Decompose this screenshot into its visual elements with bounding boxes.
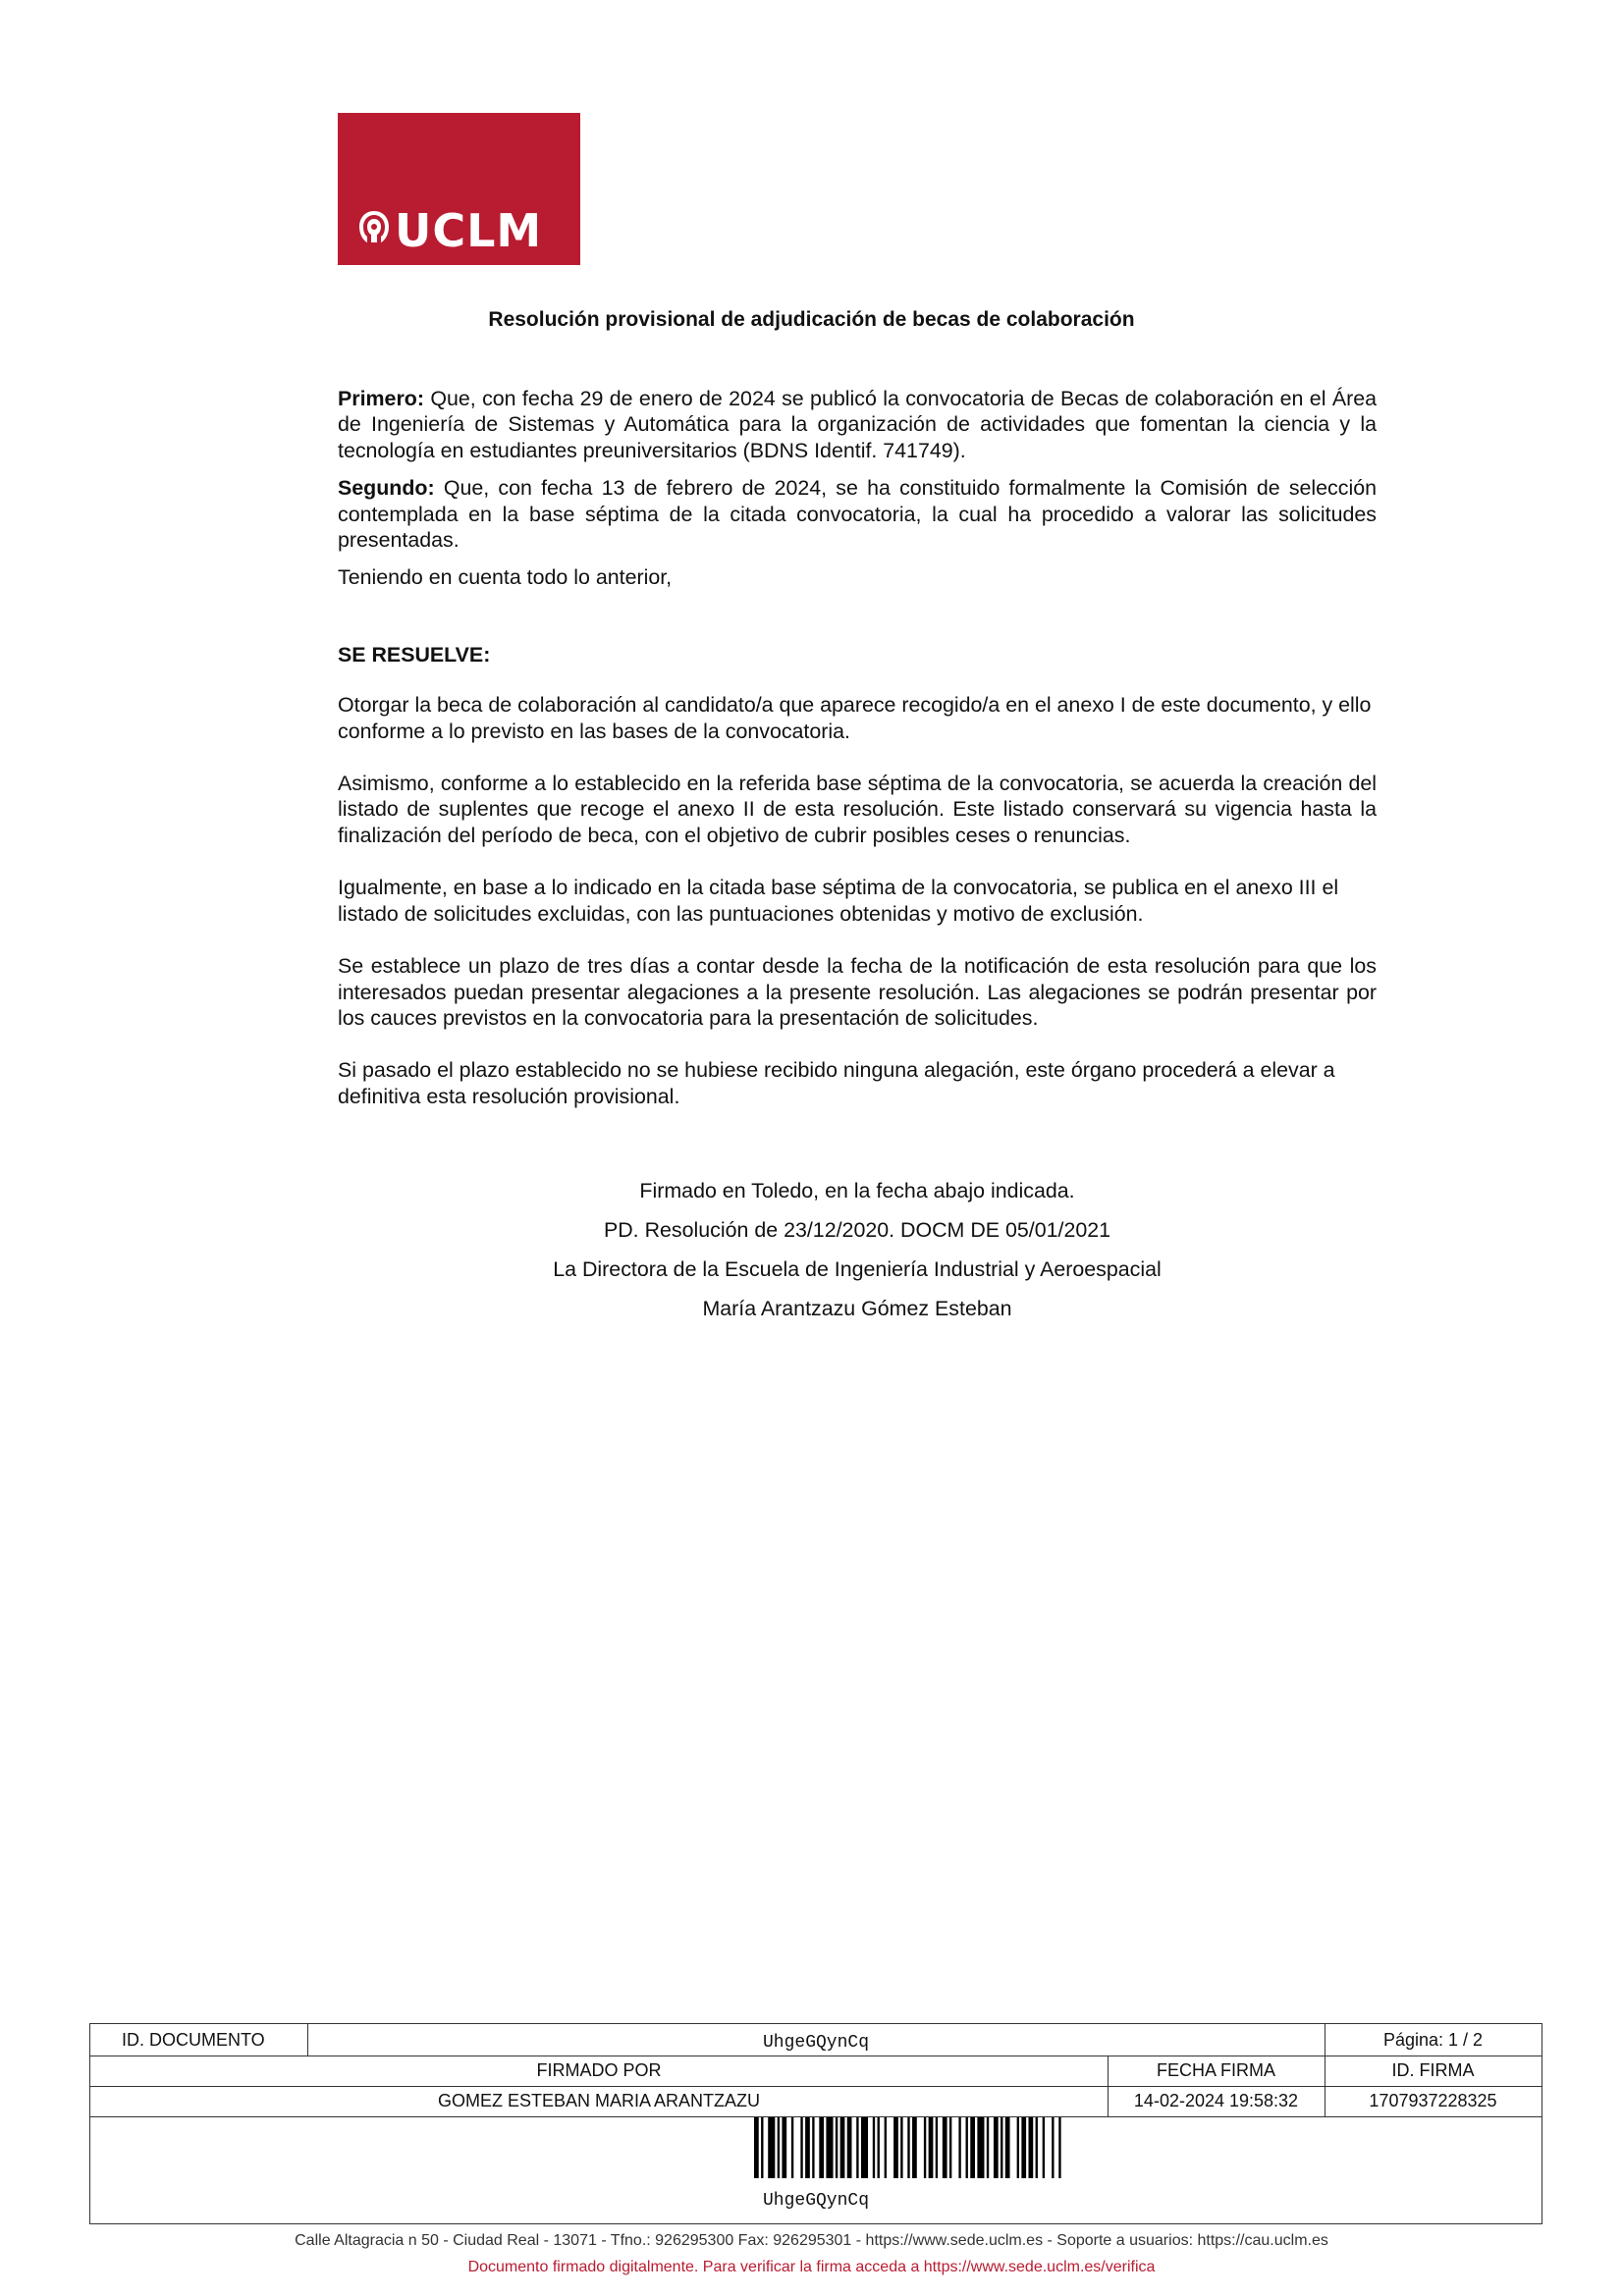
firmado-por-label: FIRMADO POR	[536, 2060, 662, 2080]
barcode-bar	[949, 2117, 951, 2178]
paragraph-segundo	[338, 475, 1377, 553]
barcode-bar	[977, 2117, 984, 2178]
barcode-bar	[754, 2117, 759, 2178]
barcode-bar	[893, 2117, 898, 2178]
paragraph-si-pasado: Si pasado el plazo establecido no se hubiese recibido ninguna alegación, este órgano procederá a elevar a definitiva esta resolución provisional.	[338, 1058, 1335, 1108]
barcode-bar	[778, 2117, 780, 2178]
barcode-bar	[936, 2117, 938, 2178]
barcode-bar	[1001, 2117, 1002, 2178]
barcode-bar	[943, 2117, 947, 2178]
uclm-logo	[338, 113, 580, 265]
signature-table	[89, 2023, 1542, 2224]
barcode-bar	[958, 2117, 960, 2178]
id-firma-value: 1707937228325	[1369, 2091, 1497, 2110]
primero-text: Que, con fecha 29 de enero de 2024 se publicó la convocatoria de Becas de colaboración en el Área de Ingeniería de Sistemas y Automática para la organización de actividades que fomentan la ciencia y la tecnología en estudiantes preuniversitarios (BDNS Identif. 741749).	[338, 387, 1377, 462]
barcode-bar	[840, 2117, 845, 2178]
signature-name: María Arantzazu Gómez Esteban	[702, 1297, 1012, 1320]
barcode-bar	[812, 2117, 814, 2178]
barcode-bar	[885, 2117, 887, 2178]
fecha-firma-value: 14-02-2024 19:58:32	[1133, 2091, 1299, 2110]
segundo-text: Que, con fecha 13 de febrero de 2024, se ha constituido formalmente la Comisión de selección contemplada en la base séptima de la citada convocatoria, la cual ha procedido a valorar las solicitudes presentadas.	[338, 476, 1377, 553]
barcode-bar	[800, 2117, 802, 2178]
barcode-bar	[873, 2117, 875, 2178]
barcode-bar	[912, 2117, 917, 2178]
signature-delegation: PD. Resolución de 23/12/2020. DOCM DE 05/01/2021	[603, 1218, 1111, 1242]
barcode-bar	[878, 2117, 880, 2178]
barcode-bar	[782, 2117, 786, 2178]
barcode-bar	[987, 2117, 989, 2178]
barcode-bar	[861, 2117, 868, 2178]
barcode-bar	[1017, 2117, 1019, 2178]
paragraph-asimismo: Asimismo, conforme a lo establecido en la referida base séptima de la convocatoria, se acuerda la creación del listado de suplentes que recoge el anexo II de esta resolución. Este listado conservará su vigencia hasta la finalización del período de beca, con el objetivo de cubrir posibles ceses o renuncias.	[338, 772, 1377, 847]
signature-place: Firmado en Toledo, en la fecha abajo indicada.	[639, 1179, 1075, 1202]
document-title: Resolución provisional de adjudicación de becas de colaboración	[488, 308, 1135, 331]
barcode-bar	[994, 2117, 999, 2178]
barcode-bar	[826, 2117, 833, 2178]
footer-verify-notice: Documento firmado digitalmente. Para verificar la firma acceda a https://www.sede.uclm.es/verifica	[467, 2259, 1156, 2275]
segundo-label: Segundo:	[338, 476, 435, 501]
firmante-name: GOMEZ ESTEBAN MARIA ARANTZAZU	[437, 2091, 761, 2110]
barcode-bar	[761, 2117, 763, 2178]
primero-label: Primero:	[338, 387, 424, 410]
barcode-icon	[754, 2117, 1063, 2178]
barcode-bar	[768, 2117, 775, 2178]
barcode-bar	[791, 2117, 793, 2178]
barcode-bar	[836, 2117, 838, 2178]
barcode-bar	[856, 2117, 858, 2178]
document-body	[338, 386, 1377, 1109]
barcode-bar	[907, 2117, 909, 2178]
signature-block	[338, 1178, 1377, 1335]
barcode-bar	[900, 2117, 902, 2178]
barcode-bar	[1028, 2117, 1033, 2178]
barcode-bar	[805, 2117, 810, 2178]
paragraph-igualmente: Igualmente, en base a lo indicado en la citada base séptima de la convocatoria, se publica en el anexo III el listado de solicitudes excluidas, con las puntuaciones obtenidas y motivo de exclusión.	[338, 876, 1339, 926]
barcode-bar	[819, 2117, 824, 2178]
barcode-bar	[1021, 2117, 1026, 2178]
barcode-bar	[970, 2117, 975, 2178]
se-resuelve-text: SE RESUELVE:	[338, 642, 491, 667]
barcode-bar	[1052, 2117, 1054, 2178]
barcode-bar	[1043, 2117, 1045, 2178]
id-documento-value: UhgeGQynCq	[762, 2033, 870, 2053]
barcode-bar	[929, 2117, 934, 2178]
uclm-emblem-icon	[355, 207, 393, 246]
barcode-text: UhgeGQynCq	[762, 2191, 870, 2211]
barcode-bar	[966, 2117, 968, 2178]
logo-wordmark: UCLM	[395, 204, 543, 257]
barcode-bar	[924, 2117, 926, 2178]
paragraph-primero	[338, 386, 1377, 463]
barcode-bar	[847, 2117, 852, 2178]
signature-role: La Directora de la Escuela de Ingeniería Industrial y Aeroespacial	[553, 1257, 1162, 1281]
paragraph-teniendo: Teniendo en cuenta todo lo anterior,	[338, 565, 673, 590]
footer-address: Calle Altagracia n 50 - Ciudad Real - 13071 - Tfno.: 926295300 Fax: 926295301 - https://www.sede.uclm.es - Soporte a usuarios: https://cau.uclm.es	[295, 2232, 1328, 2249]
fecha-firma-label: FECHA FIRMA	[1156, 2060, 1275, 2080]
page-number: Página: 1 / 2	[1382, 2029, 1484, 2050]
paragraph-otorgar: Otorgar la beca de colaboración al candidato/a que aparece recogido/a en el anexo I de este documento, y ello conforme a lo previsto en las bases de la convocatoria.	[338, 693, 1372, 743]
barcode-bar	[1036, 2117, 1038, 2178]
barcode-bar	[1005, 2117, 1010, 2178]
id-firma-label: ID. FIRMA	[1391, 2060, 1475, 2080]
barcode-bar	[1058, 2117, 1060, 2178]
id-documento-label: ID. DOCUMENTO	[122, 2029, 265, 2050]
paragraph-plazo: Se establece un plazo de tres días a contar desde la fecha de la notificación de esta resolución para que los interesados puedan presentar alegaciones a la presente resolución. Las alegaciones se podrán presentar por los cauces previstos en la convocatoria para la presentación de solicitudes.	[338, 954, 1377, 1030]
se-resuelve-heading	[338, 642, 1377, 667]
